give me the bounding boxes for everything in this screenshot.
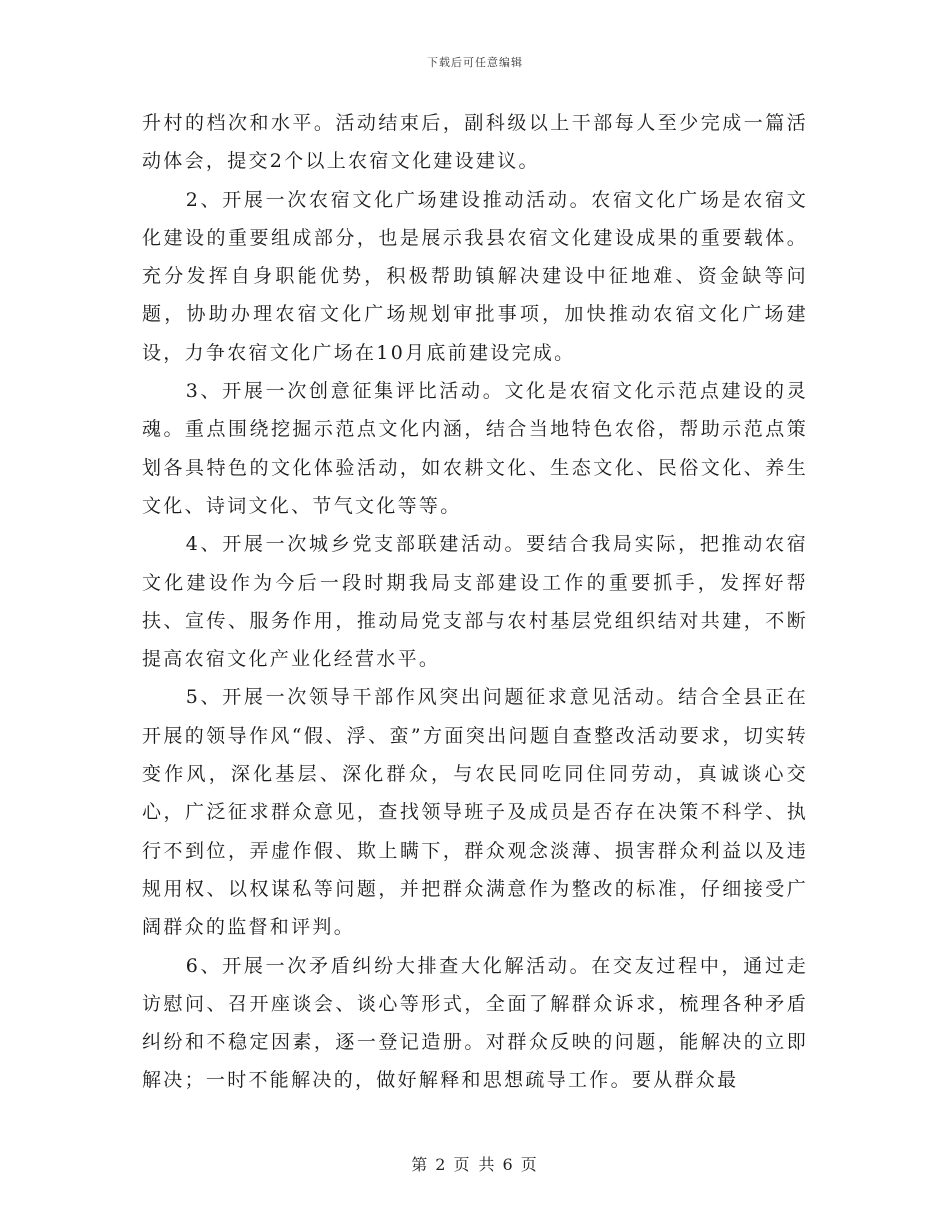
document-body (142, 104, 808, 1100)
footer-total-pages: 6 (502, 1155, 515, 1174)
footer-current-page: 2 (435, 1155, 448, 1174)
footer-prefix: 第 (411, 1155, 430, 1174)
paragraph-3: 3、开展一次创意征集评比活动。文化是农宿文化示范点建设的灵魂。重点围绕挖掘示范点文化内涵，结合当地特色农俗，帮助示范点策划各具特色的文化体验活动，如农耕文化、生态文化、民俗文化、养生文化、诗词文化、节气文化等等。 (142, 380, 808, 517)
paragraph-list (142, 104, 808, 1100)
paragraph-5: 5、开展一次领导干部作风突出问题征求意见活动。结合全县正在开展的领导作风“假、浮、蛮”方面突出问题自查整改活动要求，切实转变作风，深化基层、深化群众，与农民同吃同住同劳动，真诚谈心交心，广泛征求群众意见，查找领导班子及成员是否存在决策不科学、执行不到位，弄虚作假、欺上瞒下，群众观念淡薄、损害群众利益以及违规用权、以权谋私等问题，并把群众满意作为整改的标准，仔细接受广阔群众的监督和评判。 (142, 686, 808, 939)
paragraph-4: 4、开展一次城乡党支部联建活动。要结合我局实际，把推动农宿文化建设作为今后一段时期我局支部建设工作的重要抓手，发挥好帮扶、宣传、服务作用，推动局党支部与农村基层党组织结对共建，不断提高农宿文化产业化经营水平。 (142, 533, 808, 671)
footer-mid: 页 共 (453, 1155, 497, 1174)
paragraph-2: 2、开展一次农宿文化广场建设推动活动。农宿文化广场是农宿文化建设的重要组成部分，也是展示我县农宿文化建设成果的重要载体。充分发挥自身职能优势，积极帮助镇解决建设中征地难、资金缺等问题，协助办理农宿文化广场规划审批事项，加快推动农宿文化广场建设，力争农宿文化广场在10月底前建设完成。 (142, 188, 808, 364)
paragraph-1: 升村的档次和水平。活动结束后，副科级以上干部每人至少完成一篇活动体会，提交2个以上农宿文化建设建议。 (142, 112, 808, 173)
page-number-footer (0, 1152, 950, 1175)
footer-suffix: 页 (520, 1155, 539, 1174)
page-header-note: 下载后可任意编辑 (427, 56, 523, 69)
paragraph-6: 6、开展一次矛盾纠纷大排查大化解活动。在交友过程中，通过走访慰问、召开座谈会、谈心等形式，全面了解群众诉求，梳理各种矛盾纠纷和不稳定因素，逐一登记造册。对群众反映的问题，能解决的立即解决；一时不能解决的，做好解释和思想疏导工作。要从群众最 (142, 954, 808, 1092)
